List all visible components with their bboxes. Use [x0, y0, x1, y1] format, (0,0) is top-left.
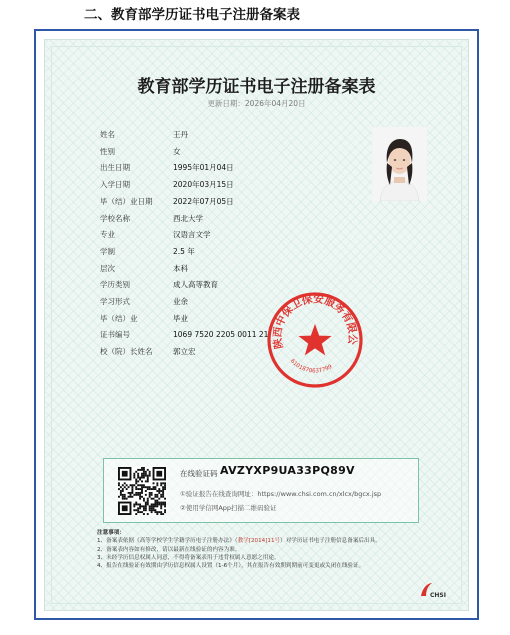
field-value: 成人高等教育 [173, 280, 218, 290]
field-label: 毕（结）业日期 [100, 196, 153, 206]
field-value: 王丹 [173, 130, 188, 139]
field-value: 1069 7520 2205 0011 21 [173, 330, 269, 340]
field-value: 女 [173, 146, 181, 156]
field-label: 学校名称 [100, 213, 130, 223]
field-label: 专业 [100, 230, 115, 240]
chsi-logo-text: CHSI [430, 592, 446, 599]
official-seal [265, 290, 365, 390]
field-value: 西北大学 [173, 213, 203, 223]
seal-text: 陕西中保卫保安服务有限公 [271, 293, 359, 350]
notes [97, 529, 427, 570]
note-item-3: 3、未经学历信息权属人同意，不得将备案表用于违背权属人意愿之用途。 [97, 554, 280, 561]
field-value: 业余 [173, 297, 188, 306]
field-value: 2020年03月15日 [173, 180, 234, 190]
field-value: 2.5 年 [173, 246, 195, 256]
field-label: 学习形式 [100, 297, 130, 306]
chsi-logo [417, 580, 451, 600]
field-label: 层次 [100, 263, 115, 273]
verification-app-line: ②使用学信网App扫描二维码验证 [180, 504, 277, 512]
note-item-2: 2、备案表内容如有修改，请以最新在线验证的内容为准。 [97, 546, 241, 553]
field-label: 校（院）长姓名 [100, 347, 153, 357]
field-label: 出生日期 [100, 163, 130, 173]
note-1-text-end: ）对学历证书电子注册信息备案后出具。 [280, 538, 381, 545]
field-value: 本科 [173, 263, 188, 273]
field-value: 汉语言文学 [173, 230, 211, 240]
verification-code: AVZYXP9UA33PQ89V [220, 464, 355, 477]
note-1-link[interactable]: 教学[2014]11号 [237, 538, 281, 545]
qr-code[interactable] [118, 467, 166, 515]
field-label: 证书编号 [100, 330, 130, 340]
verification-url-line: ①验证报告在线查询网址：https://www.chsi.com.cn/xlcx/bgcx.jsp [180, 490, 382, 498]
note-1-text: 1、备案表依据《高等学校学生学籍学历电子注册办法》（ [97, 538, 238, 545]
field-label: 学制 [100, 246, 115, 256]
field-value: 1995年01月04日 [173, 163, 234, 173]
notes-title: 注意事项： [97, 530, 125, 536]
field-label: 入学日期 [100, 180, 130, 190]
note-item-4: 4、报告在线验证有效期由学历信息权属人设置（1-6个月），其在报告有效期到期前可变更或关闭在线验证。 [97, 563, 365, 570]
note-item-1 [97, 537, 427, 545]
field-value: 郭立宏 [173, 347, 196, 357]
seal-star [298, 324, 331, 355]
verification-box [103, 458, 419, 523]
field-label: 学历类别 [100, 280, 130, 290]
certificate-title: 教育部学历证书电子注册备案表 [137, 77, 376, 97]
field-label: 毕（结）业 [100, 313, 138, 323]
verification-code-label: 在线验证码 [180, 469, 218, 478]
field-value: 2022年07月05日 [173, 196, 234, 206]
field-value: 毕业 [173, 313, 188, 323]
certificate [44, 39, 469, 611]
update-date: 更新日期：2026年04月20日 [207, 99, 306, 108]
seal-number: 6101870637799 [288, 358, 334, 375]
field-label: 性别 [100, 146, 115, 156]
field-label: 姓名 [100, 130, 115, 139]
portrait-photo [372, 127, 427, 201]
section-heading: 二、教育部学历证书电子注册备案表 [84, 7, 300, 23]
